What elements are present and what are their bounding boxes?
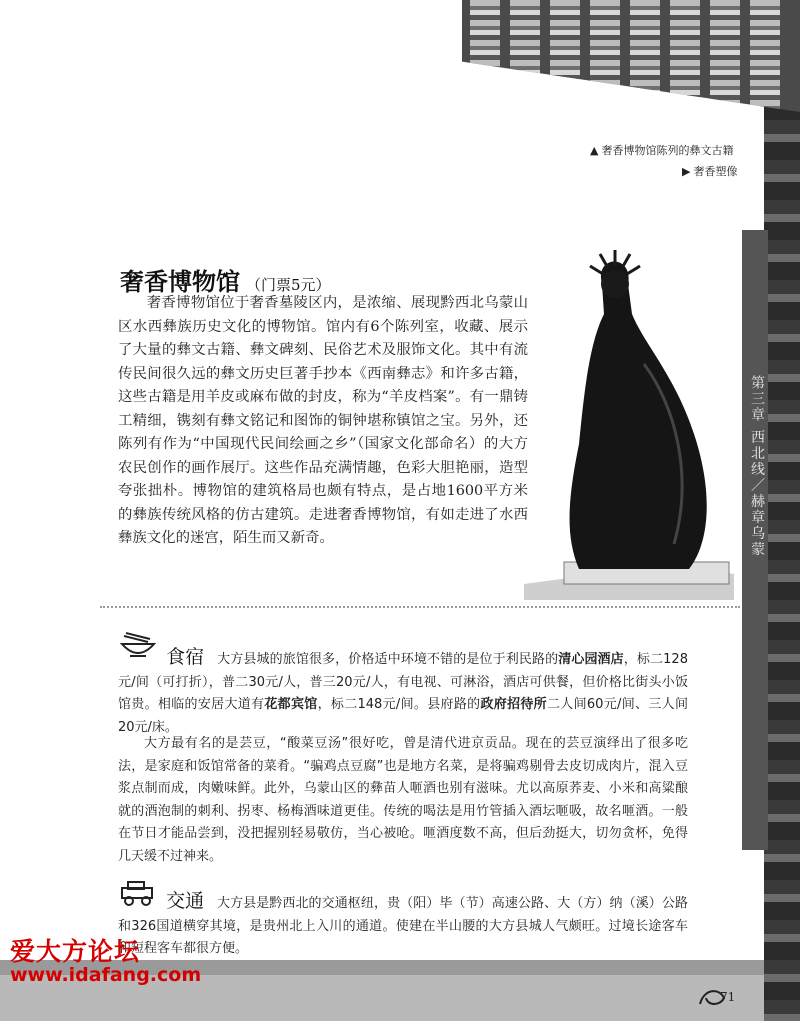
transport-title: 交通 [166, 890, 205, 912]
ticket-price: （门票5元） [246, 276, 331, 294]
arrow-up-icon: ▲ [590, 144, 599, 157]
caption-statue: ▶ 奢香塑像 [682, 165, 738, 178]
section-divider [100, 606, 740, 608]
arrow-right-icon: ▶ [682, 165, 691, 178]
museum-paragraph: 奢香博物馆位于奢香墓陵区内，是浓缩、展现黔西北乌蒙山区水西彝族历史文化的博物馆。馆内有6个陈列室，收藏、展示了大量的彝文古籍、彝文碑刻、民俗艺术及服饰文化。其中有流传民间很久远的彝文历史巨著手抄本《西南彝志》和许多古籍，这些古籍是用羊皮或麻布做的封皮，称为“羊皮档案”。有一鼎铸工精细，镌刻有彝文铭记和图饰的铜钟堪称镇馆之宝。另外，还陈列有作为“中国现代民间绘画之乡”（国家文化部命名）的大方农民创作的画作展厅。这些作品充满情趣，色彩大胆艳丽，造型夸张拙朴。博物馆的建筑格局也颇有特点，是占地1600平方米的彝族传统风格的仿古建筑。走进奢香博物馆，有如走进了水西彝族文化的迷宫，陌生而又新奇。 [118, 295, 528, 546]
hotel-qingxinyuan: 清心园酒店 [558, 652, 624, 667]
museum-description [118, 292, 528, 551]
government-guesthouse: 政府招待所 [480, 697, 547, 712]
local-food-text [118, 733, 688, 868]
food-lodging-intro: 食宿 大方县城的旅馆很多，价格适中环境不错的是位于利民路的清心园酒店，标二128元/间（可打折），普二30元/人，普三20元/人，有电视、可淋浴，酒店可供餐，但价格比街头小饭馆贵。相临的安居大道有花都宾馆，标二148元/间。县府路的政府招待所二人间60元/间、三人间20元/床。 [118, 646, 688, 735]
forum-url-watermark[interactable]: www.idafang.com [10, 964, 202, 986]
page-number: 71 [720, 990, 736, 1004]
caption-ancient-books: ▲ 奢香博物馆陈列的彝文古籍 [590, 144, 734, 157]
forum-watermark: 爱大方论坛 [10, 937, 141, 966]
hotel-huadu: 花都宾馆 [264, 697, 318, 712]
shexiang-statue-photo [524, 244, 734, 600]
food-title: 食宿 [166, 646, 205, 668]
transport-text: 交通 大方县是黔西北的交通枢纽，贵（阳）毕（节）高速公路、大（方）纳（溪）公路和326国道横穿其境，是贵州北上入川的通道。使建在半山腰的大方县城人气颇旺。过境长途客车和短程客车都很方便。 [118, 890, 688, 956]
food-paragraph: 大方最有名的是芸豆，“酸菜豆汤”很好吃，曾是清代进京贡品。现在的芸豆演绎出了很多吃法，是家庭和饭馆常备的菜肴。“骗鸡点豆腐”也是地方名菜，是将骗鸡剔骨去皮切成肉片，混入豆浆点制而成，肉嫩味鲜。此外，乌蒙山区的彝苗人咂酒也别有滋味。尤以高原荞麦、小米和高粱酿就的酒泡制的刺利、拐枣、杨梅酒味道更佳。传统的喝法是用竹管插入酒坛咂吸，故名咂酒。一般在节日才能品尝到，没把握别轻易敬仿，当心被呛。咂酒度数不高，但后劲挺大，切勿贪杯，免得几天缓不过神来。 [118, 736, 688, 864]
page-right-edge [764, 0, 800, 1021]
museum-title: 奢香博物馆 [120, 267, 240, 296]
chapter-strip-label: 第三章 西北线／赫章乌蒙 [749, 375, 765, 558]
yi-ancient-books-photo [462, 0, 800, 112]
